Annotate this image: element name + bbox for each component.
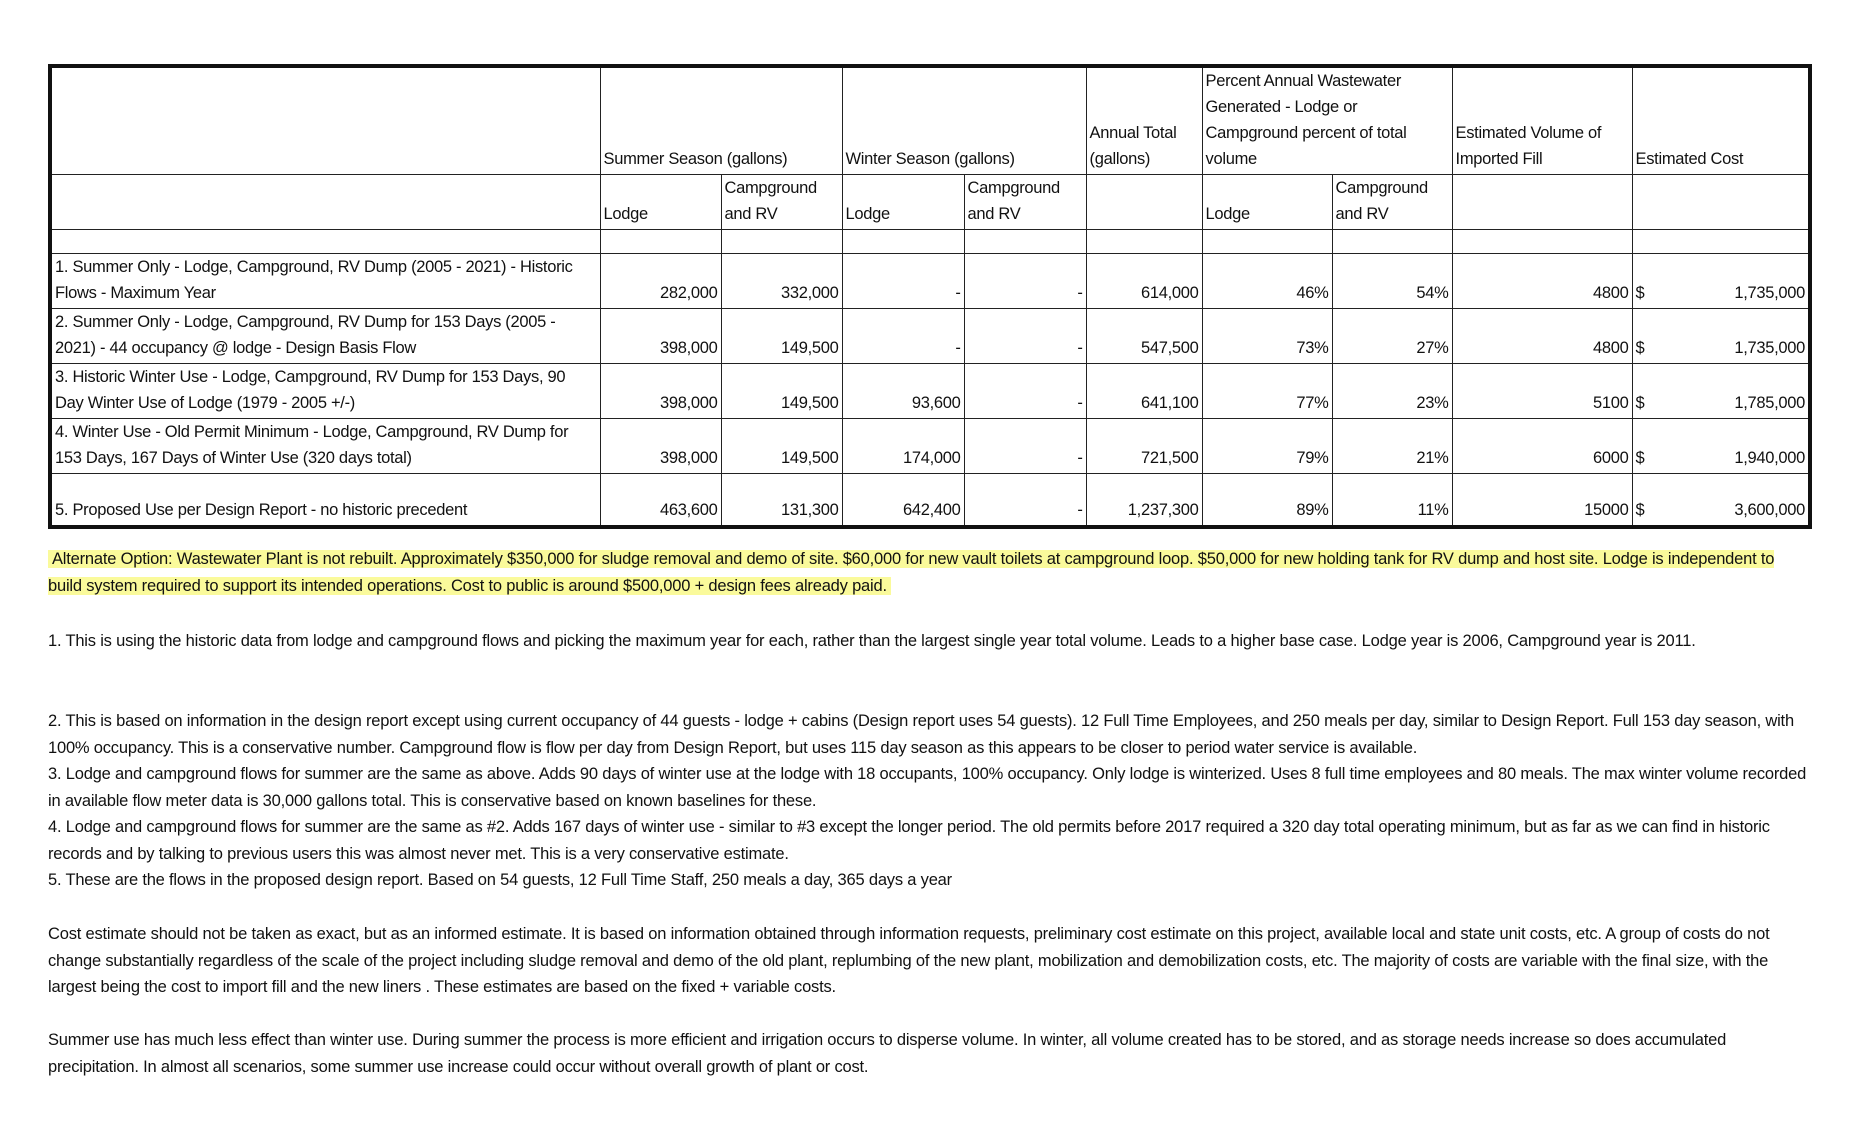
cell-w-lodge: 642,400 xyxy=(842,474,964,527)
scenario-table-wrap xyxy=(48,64,1808,529)
header-fill: Estimated Volume of Imported Fill xyxy=(1452,66,1632,175)
header-cost: Estimated Cost xyxy=(1632,66,1810,175)
header-blank xyxy=(50,66,600,175)
cell-s-camp: 149,500 xyxy=(721,309,842,364)
cell-w-lodge: - xyxy=(842,254,964,309)
scenario-label: 3. Historic Winter Use - Lodge, Campground, RV Dump for 153 Days, 90 Day Winter Use of Lodge (1979 - 2005 +/-) xyxy=(50,364,600,419)
cell-p-lodge: 79% xyxy=(1202,419,1332,474)
header-summer: Summer Season (gallons) xyxy=(600,66,842,175)
alternate-option: Alternate Option: Wastewater Plant is not rebuilt. Approximately $350,000 for sludge removal and demo of site. $60,000 for new vault toilets at campground loop. $50,000 for new holding tank for RV dump and host site. Lodge is independent to build system required to support its intended operations. Cost to public is around $500,000 + design fees already paid. xyxy=(48,550,1775,595)
scenario-label: 1. Summer Only - Lodge, Campground, RV Dump (2005 - 2021) - Historic Flows - Maximum Year xyxy=(50,254,600,309)
scenario-table xyxy=(48,64,1812,529)
sub-summer-camp: Campground and RV xyxy=(721,175,842,230)
sub-summer-lodge: Lodge xyxy=(600,175,721,230)
cell-cost xyxy=(1632,474,1810,527)
table-row xyxy=(50,254,1810,309)
summer-note: Summer use has much less effect than winter use. During summer the process is more efficient and irrigation occurs to disperse volume. In winter, all volume created has to be stored, and as storage needs increase so does accumulated precipitation. In almost all scenarios, some summer use increase could occur without overall growth of plant or cost. xyxy=(48,1031,1727,1076)
cell-annual: 721,500 xyxy=(1086,419,1202,474)
cell-w-lodge: - xyxy=(842,309,964,364)
cell-w-camp: - xyxy=(964,364,1086,419)
cell-fill: 6000 xyxy=(1452,419,1632,474)
cell-w-camp: - xyxy=(964,309,1086,364)
cell-p-camp: 23% xyxy=(1332,364,1452,419)
table-row xyxy=(50,419,1810,474)
cell-w-camp: - xyxy=(964,419,1086,474)
cell-p-camp: 54% xyxy=(1332,254,1452,309)
cell-fill: 15000 xyxy=(1452,474,1632,527)
sub-winter-camp: Campground and RV xyxy=(964,175,1086,230)
cost-value: 1,940,000 xyxy=(1734,449,1806,467)
cell-annual: 1,237,300 xyxy=(1086,474,1202,527)
scenario-label: 2. Summer Only - Lodge, Campground, RV Dump for 153 Days (2005 - 2021) - 44 occupancy @ lodge - Design Basis Flow xyxy=(50,309,600,364)
note-4: 4. Lodge and campground flows for summer are the same as #2. Adds 167 days of winter use - similar to #3 except the longer period. The old permits before 2017 required a 320 day total operating minimum, but as far as we can find in historic records and by talking to previous users this was almost never met. This is a very conservative estimate. xyxy=(48,818,1770,863)
cost-value: 1,735,000 xyxy=(1734,339,1806,357)
header-row xyxy=(50,66,1810,175)
table-row xyxy=(50,309,1810,364)
cell-p-lodge: 89% xyxy=(1202,474,1332,527)
note-3: 3. Lodge and campground flows for summer are the same as above. Adds 90 days of winter use at the lodge with 18 occupants, 100% occupancy. Only lodge is winterized. Uses 8 full time employees and 80 meals. The max winter volume recorded in available flow meter data is 30,000 gallons total. This is conservative based on known baselines for these. xyxy=(48,765,1807,810)
cell-w-camp: - xyxy=(964,474,1086,527)
currency-symbol: $ xyxy=(1635,449,1645,467)
cell-s-lodge: 398,000 xyxy=(600,419,721,474)
cell-s-camp: 149,500 xyxy=(721,419,842,474)
cost-value: 1,735,000 xyxy=(1734,284,1806,302)
note-1: 1. This is using the historic data from lodge and campground flows and picking the maximum year for each, rather than the largest single year total volume. Leads to a higher base case. Lodge year is 2006, Campground year is 2011. xyxy=(48,632,1696,650)
cost-value: 1,785,000 xyxy=(1734,394,1806,412)
scenario-label: 5. Proposed Use per Design Report - no historic precedent xyxy=(50,474,600,527)
cell-p-camp: 21% xyxy=(1332,419,1452,474)
scenario-label: 4. Winter Use - Old Permit Minimum - Lodge, Campground, RV Dump for 153 Days, 167 Days of Winter Use (320 days total) xyxy=(50,419,600,474)
cell-cost xyxy=(1632,364,1810,419)
cell-cost xyxy=(1632,419,1810,474)
cell-s-lodge: 282,000 xyxy=(600,254,721,309)
note-5: 5. These are the flows in the proposed design report. Based on 54 guests, 12 Full Time Staff, 250 meals a day, 365 days a year xyxy=(48,871,952,889)
cell-fill: 5100 xyxy=(1452,364,1632,419)
table-row xyxy=(50,364,1810,419)
cost-value: 3,600,000 xyxy=(1734,500,1806,519)
header-winter: Winter Season (gallons) xyxy=(842,66,1086,175)
cell-s-lodge: 398,000 xyxy=(600,364,721,419)
cell-s-lodge: 463,600 xyxy=(600,474,721,527)
cell-cost xyxy=(1632,309,1810,364)
cell-s-camp: 131,300 xyxy=(721,474,842,527)
cell-p-lodge: 77% xyxy=(1202,364,1332,419)
cell-w-lodge: 174,000 xyxy=(842,419,964,474)
header-percent: Percent Annual Wastewater Generated - Lodge or Campground percent of total volume xyxy=(1202,66,1452,175)
cost-note: Cost estimate should not be taken as exact, but as an informed estimate. It is based on information obtained through information requests, preliminary cost estimate on this project, available local and state unit costs, etc. A group of costs do not change substantially regardless of the scale of the project including sludge removal and demo of the old plant, replumbing of the new plant, mobilization and demobilization costs, etc. The majority of costs are variable with the final size, with the largest being the cost to import fill and the new liners . These estimates are based on the fixed + variable costs. xyxy=(48,925,1770,996)
cell-annual: 547,500 xyxy=(1086,309,1202,364)
cell-s-camp: 149,500 xyxy=(721,364,842,419)
sub-winter-lodge: Lodge xyxy=(842,175,964,230)
header-annual: Annual Total (gallons) xyxy=(1086,66,1202,175)
sub-pct-camp: Campground and RV xyxy=(1332,175,1452,230)
cell-w-lodge: 93,600 xyxy=(842,364,964,419)
note-2: 2. This is based on information in the design report except using current occupancy of 44 guests - lodge + cabins (Design report uses 54 guests). 12 Full Time Employees, and 250 meals per day, similar to Design Report. Full 153 day season, with 100% occupancy. This is a conservative number. Campground flow is flow per day from Design Report, but uses 115 day season as this appears to be closer to period water service is available. xyxy=(48,712,1794,757)
currency-symbol: $ xyxy=(1635,500,1645,519)
currency-symbol: $ xyxy=(1635,394,1645,412)
cell-p-lodge: 46% xyxy=(1202,254,1332,309)
cell-cost xyxy=(1632,254,1810,309)
currency-symbol: $ xyxy=(1635,339,1645,357)
cell-p-camp: 11% xyxy=(1332,474,1452,527)
cell-annual: 614,000 xyxy=(1086,254,1202,309)
cell-s-camp: 332,000 xyxy=(721,254,842,309)
sub-pct-lodge: Lodge xyxy=(1202,175,1332,230)
cell-w-camp: - xyxy=(964,254,1086,309)
cell-p-camp: 27% xyxy=(1332,309,1452,364)
cell-fill: 4800 xyxy=(1452,254,1632,309)
currency-symbol: $ xyxy=(1635,284,1645,302)
cell-annual: 641,100 xyxy=(1086,364,1202,419)
cell-p-lodge: 73% xyxy=(1202,309,1332,364)
table-row xyxy=(50,474,1810,527)
blank-row xyxy=(50,230,1810,254)
subheader-row xyxy=(50,175,1810,230)
cell-s-lodge: 398,000 xyxy=(600,309,721,364)
cell-fill: 4800 xyxy=(1452,309,1632,364)
